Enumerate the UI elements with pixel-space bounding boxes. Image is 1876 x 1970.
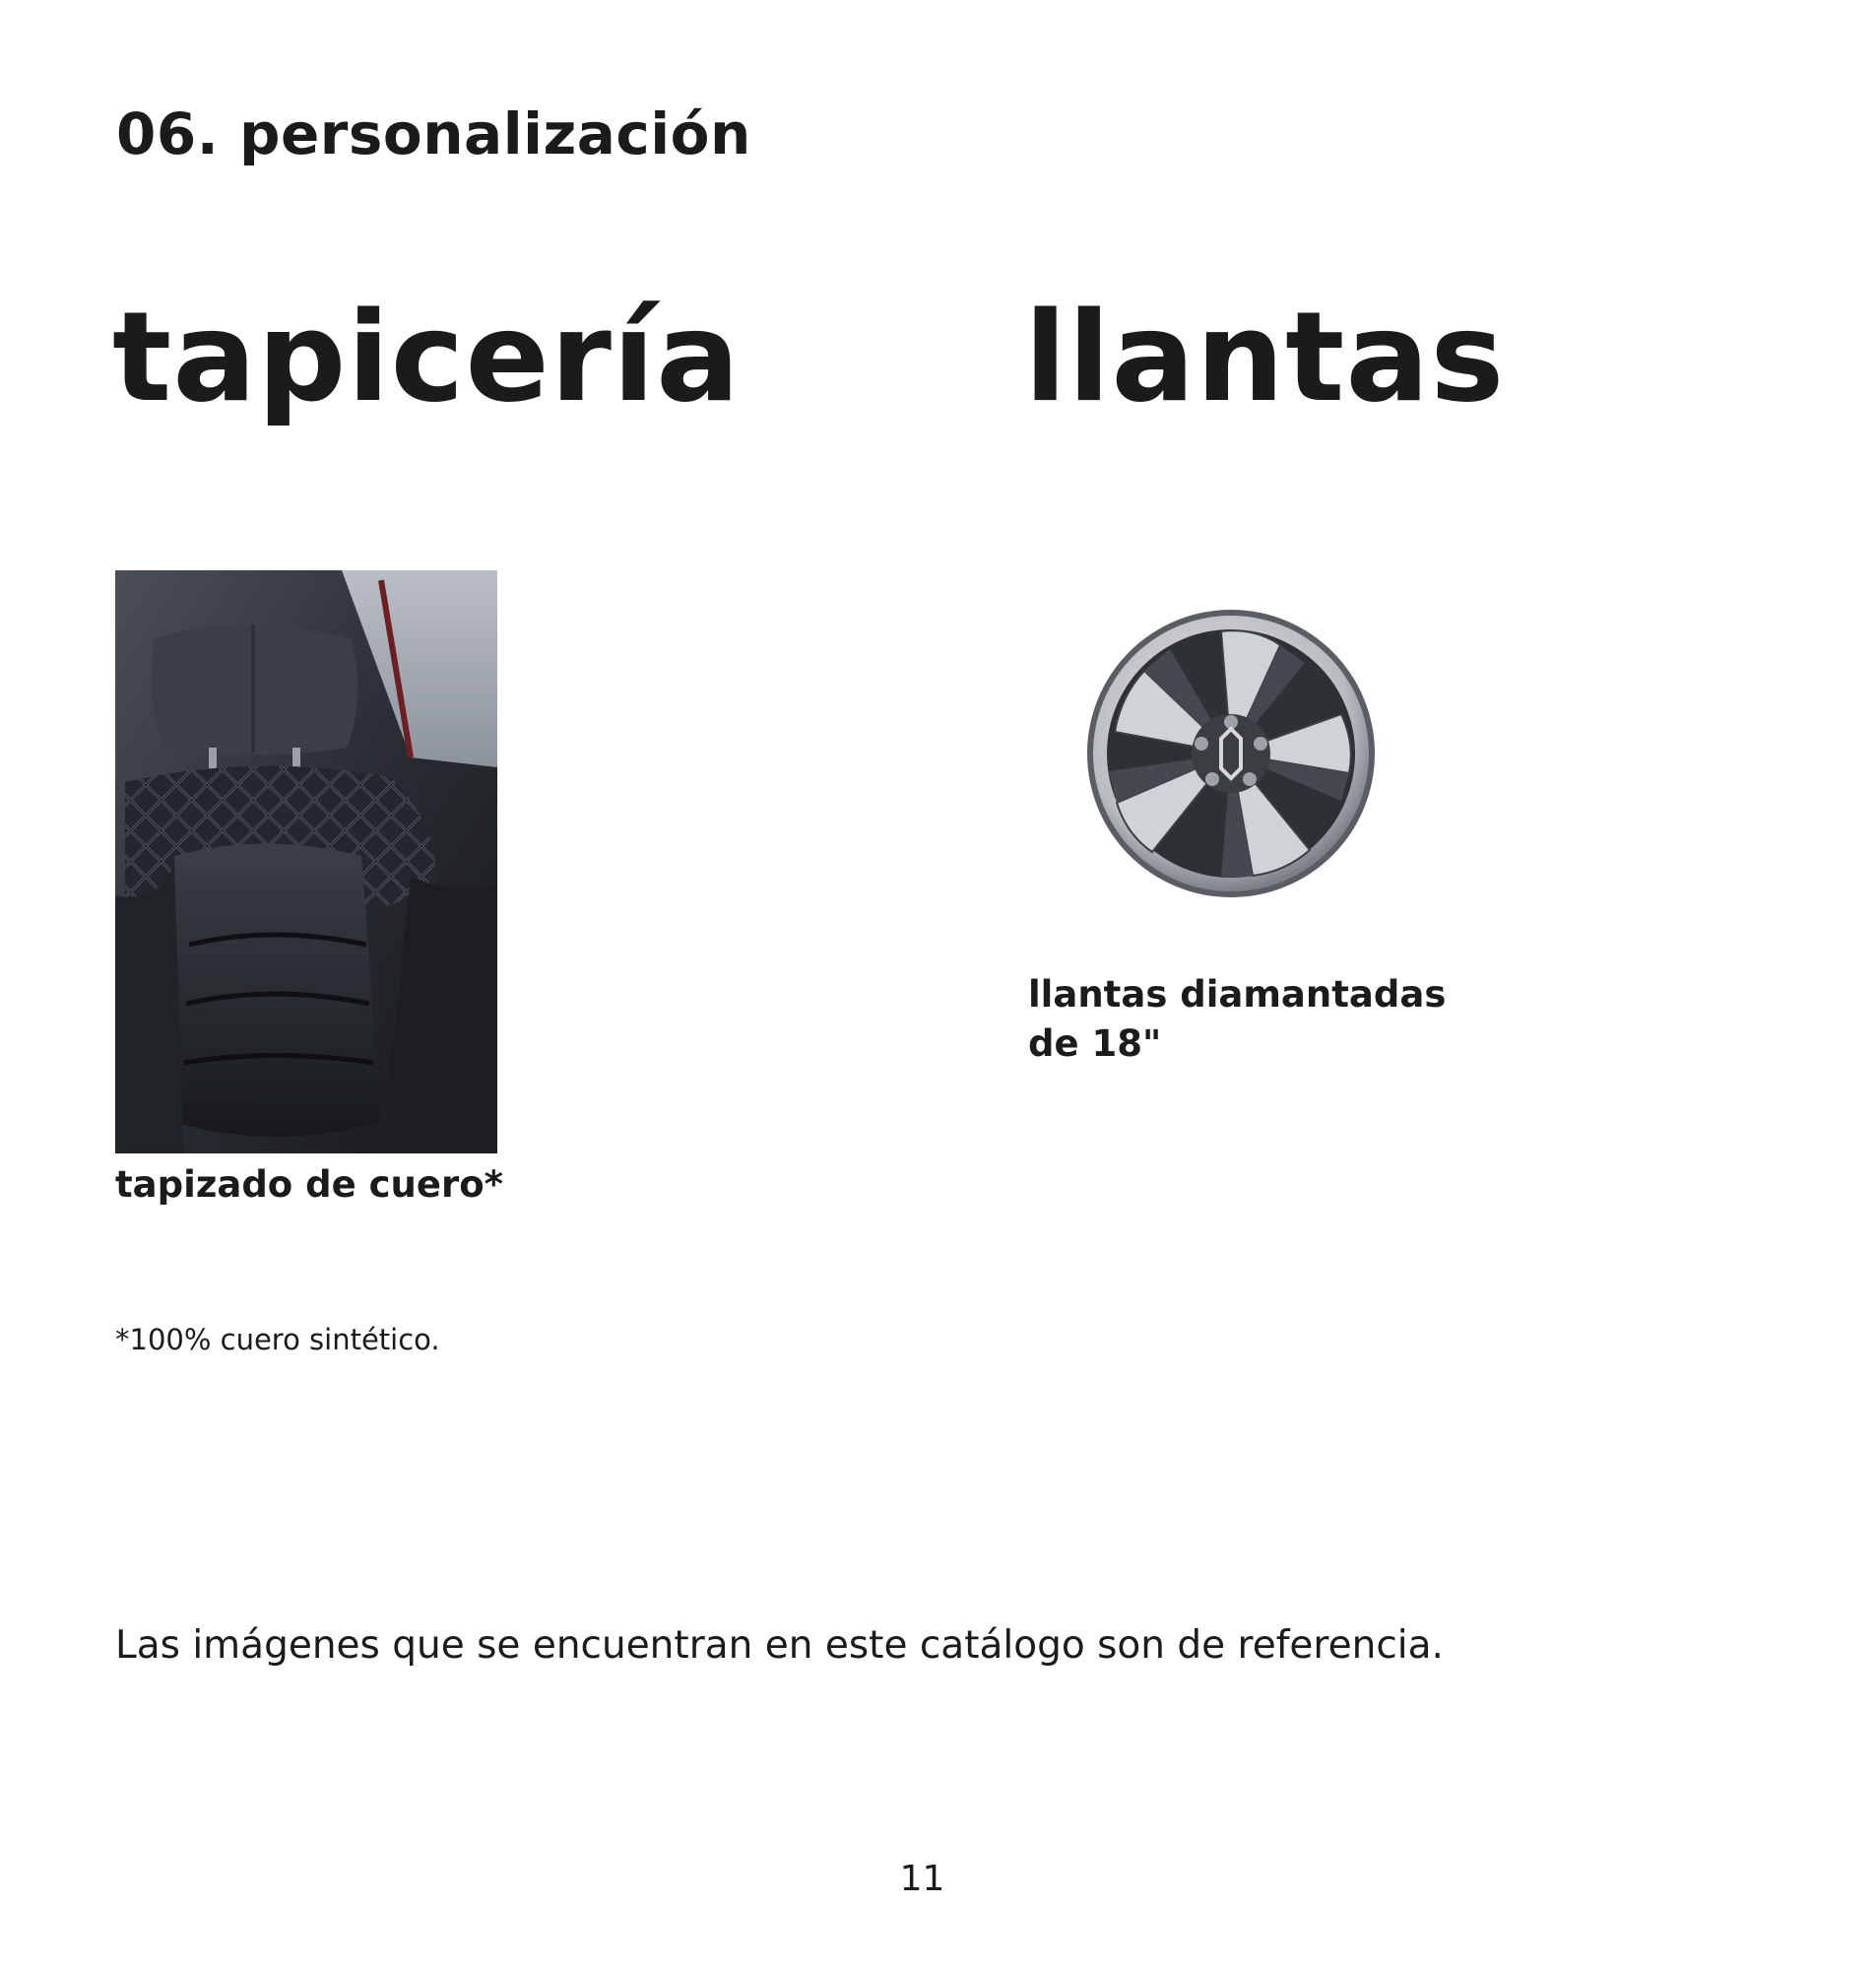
wheels-heading: llantas	[1024, 285, 1506, 429]
upholstery-footnote: *100% cuero sintético.	[115, 1323, 440, 1356]
wheels-caption-line2: de 18"	[1028, 1022, 1162, 1065]
page-number: 11	[899, 1859, 945, 1899]
upholstery-caption: tapizado de cuero*	[115, 1163, 503, 1206]
reference-disclaimer: Las imágenes que se encuentran en este catálogo son de referencia.	[115, 1623, 1444, 1668]
diamond-cut-wheel-image	[1083, 606, 1379, 901]
leather-seat-image	[115, 570, 497, 1153]
section-title: 06. personalización	[116, 100, 751, 167]
upholstery-heading: tapicería	[112, 285, 742, 429]
leather-seat-illustration	[115, 570, 497, 1153]
wheels-caption-line1: llantas diamantadas	[1028, 973, 1447, 1016]
wheel-illustration	[1083, 606, 1379, 901]
wheels-caption	[1028, 970, 1481, 1069]
